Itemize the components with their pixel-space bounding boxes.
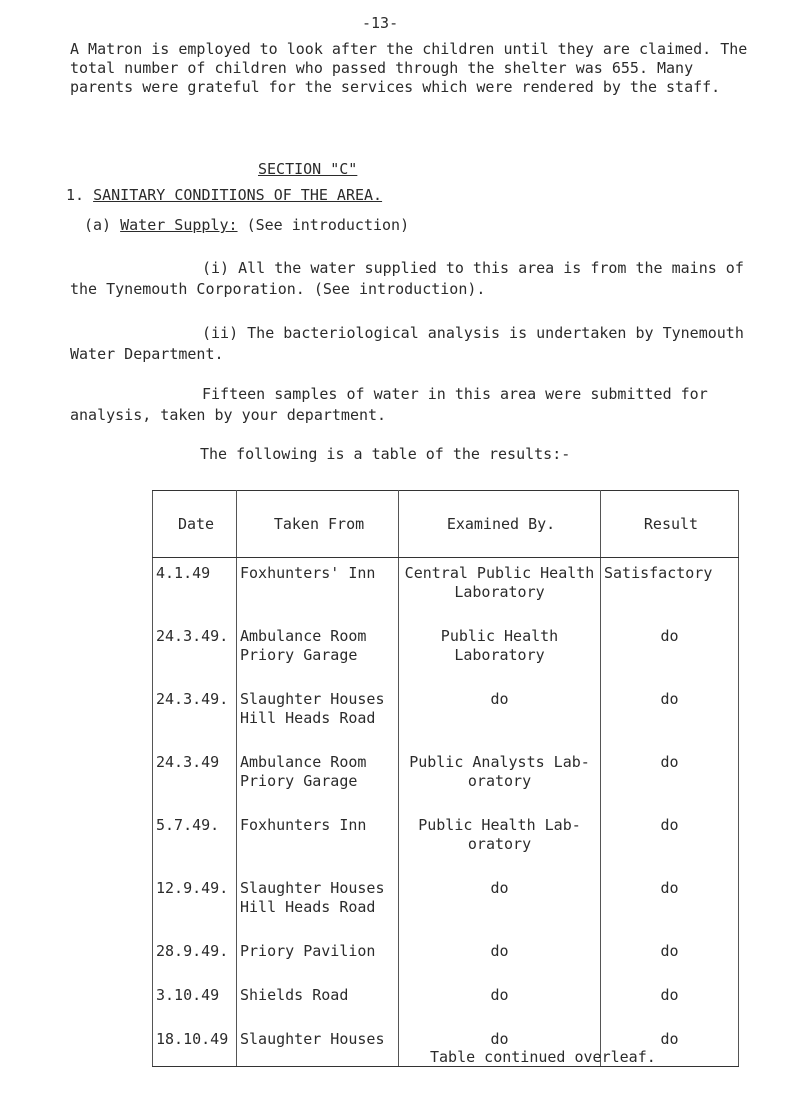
table-row: [153, 684, 739, 747]
cell-result: do: [601, 980, 739, 1024]
table-row: [153, 558, 739, 622]
table-row: [153, 873, 739, 936]
subheading-title: Water Supply:: [120, 216, 238, 234]
cell-result: do: [601, 1024, 739, 1067]
header-taken-from: Taken From: [237, 491, 399, 558]
header-date: Date: [153, 491, 237, 558]
section-heading: [66, 186, 382, 204]
cell-result: do: [601, 936, 739, 980]
cell-result: do: [601, 747, 739, 810]
intro-paragraph: A Matron is employed to look after the children until they are claimed. The total number of children who passed through the shelter was 655. Many parents were grateful for the services which were rendered by the staff.: [70, 40, 748, 96]
cell-taken-from: Foxhunters' Inn: [237, 558, 399, 622]
cell-date: 18.10.49: [153, 1024, 237, 1067]
header-examined-by: Examined By.: [399, 491, 601, 558]
cell-taken-from: Slaughter Houses: [237, 1024, 399, 1067]
table-row: [153, 810, 739, 873]
cell-examined-by: do: [399, 684, 601, 747]
cell-taken-from: Shields Road: [237, 980, 399, 1024]
cell-taken-from: Slaughter Houses Hill Heads Road: [237, 684, 399, 747]
table-header-row: [153, 491, 739, 558]
table-row: [153, 747, 739, 810]
item-i-paragraph: (i) All the water supplied to this area is from the mains of the Tynemouth Corporation. (See introduction).: [70, 259, 744, 298]
cell-date: 5.7.49.: [153, 810, 237, 873]
table-row: [153, 936, 739, 980]
cell-taken-from: Ambulance Room Priory Garage: [237, 747, 399, 810]
cell-result: do: [601, 873, 739, 936]
cell-examined-by: do: [399, 980, 601, 1024]
cell-taken-from: Slaughter Houses Hill Heads Road: [237, 873, 399, 936]
cell-date: 3.10.49: [153, 980, 237, 1024]
cell-result: do: [601, 684, 739, 747]
cell-examined-by: Public Analysts Lab- oratory: [399, 747, 601, 810]
subheading-label: (a): [84, 216, 112, 234]
page-number: -13-: [362, 14, 399, 32]
cell-taken-from: Priory Pavilion: [237, 936, 399, 980]
subheading-note: (See introduction): [246, 216, 410, 234]
cell-examined-by: do: [399, 936, 601, 980]
table-row: [153, 621, 739, 684]
cell-examined-by: Public Health Lab- oratory: [399, 810, 601, 873]
cell-date: 4.1.49: [153, 558, 237, 622]
table-row: [153, 980, 739, 1024]
cell-date: 24.3.49: [153, 747, 237, 810]
cell-examined-by: Public Health Laboratory: [399, 621, 601, 684]
cell-result: do: [601, 621, 739, 684]
subheading: [84, 216, 409, 234]
cell-examined-by: do: [399, 1024, 601, 1067]
cell-taken-from: Ambulance Room Priory Garage: [237, 621, 399, 684]
section-label: SECTION "C": [258, 160, 358, 178]
cell-examined-by: do: [399, 873, 601, 936]
header-result: Result: [601, 491, 739, 558]
results-table: [152, 490, 739, 1067]
cell-date: 24.3.49.: [153, 621, 237, 684]
heading-title: SANITARY CONDITIONS OF THE AREA.: [93, 186, 383, 204]
table-continued-note: Table continued overleaf.: [430, 1048, 656, 1066]
cell-date: 24.3.49.: [153, 684, 237, 747]
cell-taken-from: Foxhunters Inn: [237, 810, 399, 873]
samples-paragraph: Fifteen samples of water in this area were submitted for analysis, taken by your department.: [70, 385, 708, 424]
cell-date: 28.9.49.: [153, 936, 237, 980]
table-intro: The following is a table of the results:-: [200, 445, 571, 463]
cell-result: Satisfactory: [601, 558, 739, 622]
cell-date: 12.9.49.: [153, 873, 237, 936]
cell-result: do: [601, 810, 739, 873]
item-ii-paragraph: (ii) The bacteriological analysis is undertaken by Tynemouth Water Department.: [70, 324, 744, 363]
heading-number: 1.: [66, 186, 85, 204]
cell-examined-by: Central Public Health Laboratory: [399, 558, 601, 622]
